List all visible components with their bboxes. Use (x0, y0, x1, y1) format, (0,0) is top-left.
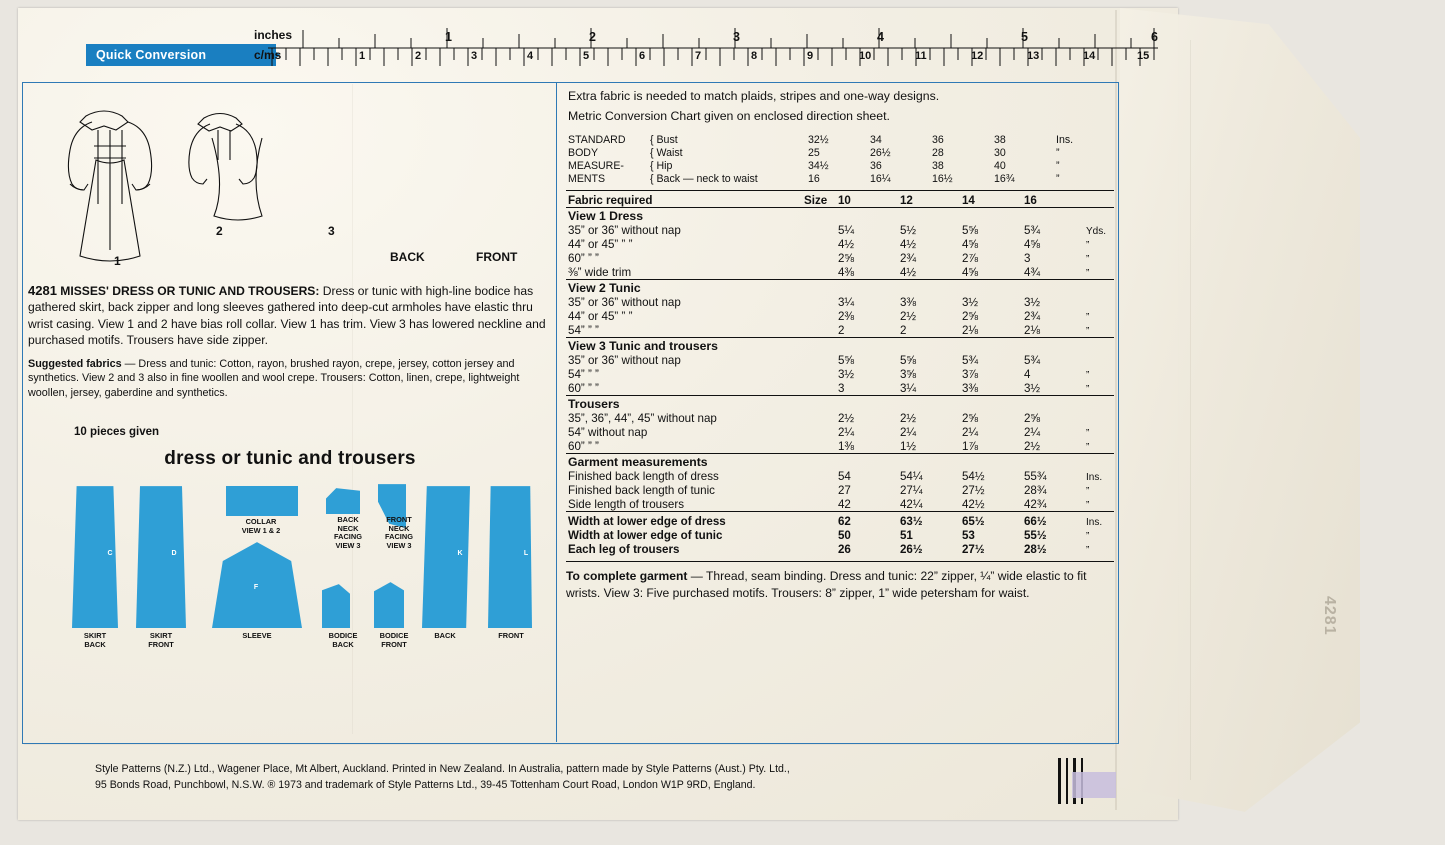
cell-unit: ” (1085, 239, 1090, 251)
metric-chart-note: Metric Conversion Chart given on enclosed direction sheet. (568, 108, 890, 123)
cell: 2½ (837, 411, 855, 425)
row-label: 44” or 45” ” ” (568, 309, 633, 323)
table-row (566, 411, 1114, 425)
cell: 3⅝ (899, 367, 917, 381)
cell-unit (1084, 295, 1114, 309)
std-row-1-unit: ” (1056, 147, 1060, 160)
cell: 51 (899, 529, 913, 543)
cell: 3¼ (899, 381, 917, 395)
table-row (566, 454, 1114, 470)
ruler-cm-11: 11 (915, 50, 927, 62)
cell: 26½ (899, 543, 923, 557)
std-row-1-v0: 25 (808, 147, 820, 160)
footer-line-2: 95 Bonds Road, Punchbowl, N.S.W. ® 1973 and trademark of Style Patterns Ltd., 39-45 Tottenham Court Road, London W1P 9RD, England. (95, 778, 756, 791)
std-row-2-v2: 38 (932, 160, 944, 173)
table-row (566, 160, 1114, 173)
ruler-inch-3: 3 (733, 30, 740, 44)
cell: 3½ (1023, 295, 1041, 309)
cell: 1⅞ (961, 439, 979, 453)
piece-label-collar: COLLAR VIEW 1 & 2 (241, 517, 281, 535)
cell: 55½ (1023, 529, 1047, 543)
pattern-title: MISSES' DRESS OR TUNIC AND TROUSERS: (60, 284, 320, 298)
size-14: 14 (960, 190, 1022, 208)
table-row (566, 367, 1114, 381)
cell-unit: ” (1085, 499, 1090, 511)
cell: 26 (837, 543, 851, 557)
to-complete-body: — Thread, seam binding. Dress and tunic: 22” zipper, ¼” wide elastic to fit wrists. View 3: Five purchased motifs. Trousers: 8” zipper, 1” wide petersham for waist. (566, 568, 1087, 600)
table-row (566, 439, 1114, 454)
garment-line-drawings (26, 86, 554, 276)
piece-letter-d: D (171, 550, 177, 558)
row-label: Width at lower edge of tunic (568, 529, 723, 543)
cell-unit: Ins. (1084, 512, 1114, 529)
row-label: Width at lower edge of dress (566, 512, 802, 529)
left-column (26, 86, 554, 738)
row-label: ⅜” wide trim (568, 265, 632, 279)
cell-unit: ” (1085, 383, 1090, 395)
size-12: 12 (898, 190, 960, 208)
piece-label-skirt-back: SKIRT BACK (83, 631, 107, 649)
table-row (566, 173, 1114, 186)
table-row (566, 497, 1114, 512)
row-label: 60” ” ” (568, 251, 599, 265)
row-label: 54” ” ” (568, 323, 599, 337)
cell: 4½ (899, 237, 917, 251)
cell-unit: ” (1085, 531, 1090, 543)
ruler-inch-1: 1 (445, 30, 452, 44)
extra-fabric-note: Extra fabric is needed to match plaids, stripes and one-way designs. (568, 89, 940, 103)
figure-label-1: 1 (114, 254, 121, 268)
cell: 2 (899, 323, 907, 337)
cell: 5⅝ (837, 353, 855, 367)
cell: 3⅜ (899, 295, 917, 309)
suggested-fabrics (28, 357, 552, 400)
cell: 2¾ (899, 251, 917, 265)
cell: 5⅝ (899, 353, 917, 367)
std-row-3-v3: 16¾ (994, 173, 1015, 186)
cell: 4⅝ (961, 265, 979, 279)
table-row (566, 295, 1114, 309)
cell: 2½ (899, 309, 917, 323)
piece-letter-c: C (107, 550, 113, 558)
cell: 27¼ (899, 483, 923, 497)
cell: 63½ (898, 512, 960, 529)
ruler-cm-13: 13 (1027, 50, 1040, 62)
std-row-3-v2: 16½ (932, 173, 953, 186)
table-row (566, 469, 1114, 483)
row-label: 54” ” ” (568, 367, 599, 381)
cell: 55¾ (1023, 469, 1047, 483)
cell: 2¼ (899, 425, 917, 439)
suggested-fabrics-label: Suggested fabrics (28, 358, 122, 371)
figure-label-2: 2 (216, 224, 223, 238)
pattern-description-body: Dress or tunic with high-line bodice has gathered skirt, back zipper and long sleeves gathered into deep-cut armholes have elastic thru wrist casing. View 1 and 2 have bias roll collar. View 1 has trim. View 3 has lowered neckline and purchased motifs. Trousers have side zipper. (28, 284, 546, 347)
table-row (566, 237, 1114, 251)
cell-unit: ” (1085, 267, 1090, 279)
piece-label-back: BACK (434, 631, 456, 641)
std-heading-4: MENTS (568, 173, 606, 186)
section-title-view1: View 1 Dress (566, 208, 1114, 224)
footer (95, 762, 1095, 794)
fabric-required-heading: Fabric required (566, 190, 802, 208)
cell: 65½ (960, 512, 1022, 529)
table-row (566, 353, 1114, 367)
cell: 1½ (899, 439, 917, 453)
table-row (566, 381, 1114, 396)
fabric-required-table (566, 190, 1114, 557)
cell: 42 (837, 497, 851, 511)
cell: 4¾ (1023, 265, 1041, 279)
table-row (566, 147, 1114, 160)
cell: 28½ (1023, 543, 1047, 557)
figure-label-3: 3 (328, 224, 335, 238)
table-row (566, 208, 1114, 224)
cell: 2⅛ (1023, 323, 1041, 337)
size-16: 16 (1022, 190, 1084, 208)
std-row-label-0: { Bust (650, 134, 678, 147)
cell: 2 (837, 323, 845, 337)
row-label: 35” or 36” without nap (568, 295, 681, 309)
piece-letter-l: L (523, 550, 529, 558)
piece-label-front: FRONT (498, 631, 524, 641)
garment-measurements-heading: Garment measurements (566, 454, 1114, 470)
cell: 28¾ (1023, 483, 1047, 497)
cell-unit (1084, 353, 1114, 367)
cell: 66½ (1022, 512, 1084, 529)
cell: 5⅝ (961, 223, 979, 237)
row-label: Finished back length of tunic (568, 483, 715, 497)
cell: 3½ (1023, 381, 1041, 395)
footer-line-1: Style Patterns (N.Z.) Ltd., Wagener Place, Mt Albert, Auckland. Printed in New Zealand. In Australia, pattern made by Style Patterns (Aust.) Pty. Ltd., (95, 763, 790, 775)
cell: 54¼ (899, 469, 923, 483)
quick-conversion-tag: Quick Conversion (86, 44, 276, 66)
line-drawing-svg (26, 86, 554, 271)
quick-conversion-ruler (18, 14, 1158, 66)
row-label: 60” ” ” (568, 381, 599, 395)
std-row-1-v3: 30 (994, 147, 1006, 160)
ruler-cm-1: 1 (359, 50, 366, 62)
section-title-view2: View 2 Tunic (566, 280, 1114, 296)
table-row (566, 425, 1114, 439)
size-unit-spacer (1084, 190, 1114, 208)
pattern-number: 4281 (28, 283, 57, 298)
std-heading-1: STANDARD (568, 134, 626, 147)
table-row (566, 309, 1114, 323)
cell: 3¼ (837, 295, 855, 309)
cell: 2½ (899, 411, 917, 425)
piece-label-sleeve: SLEEVE (242, 631, 272, 641)
cell: 4⅝ (961, 237, 979, 251)
row-label: Each leg of trousers (568, 543, 680, 557)
std-row-0-unit: Ins. (1056, 134, 1074, 147)
ruler-cm-3: 3 (471, 50, 478, 62)
std-row-label-2: { Hip (650, 160, 673, 173)
pattern-pieces-diagram (26, 480, 554, 680)
pattern-description (28, 282, 552, 348)
piece-label-bodice-back: BODICE BACK (328, 631, 358, 649)
table-row (566, 251, 1114, 265)
cell: 27½ (961, 543, 985, 557)
cell: 2⅝ (961, 309, 979, 323)
row-label: Finished back length of dress (568, 469, 719, 483)
piece-letter-f: F (253, 584, 259, 592)
std-row-3-v0: 16 (808, 173, 820, 186)
piece-label-back-neck-facing: BACK NECK FACING VIEW 3 (334, 515, 362, 550)
cell: 42¼ (899, 497, 923, 511)
ruler-inches-label: inches (254, 28, 293, 42)
section-title-view3: View 3 Tunic and trousers (566, 338, 1114, 354)
cell-unit: ” (1085, 311, 1090, 323)
std-heading-3: MEASURE- (568, 160, 624, 173)
ruler-inch-6: 6 (1151, 30, 1158, 44)
column-divider (556, 82, 557, 742)
piece-bodice-back (322, 584, 350, 628)
row-label: 35”, 36”, 44”, 45” without nap (568, 411, 717, 425)
row-label: Side length of trousers (568, 497, 685, 511)
table-row (566, 396, 1114, 412)
ruler-inch-4: 4 (877, 30, 884, 44)
std-row-2-v0: 34½ (808, 160, 829, 173)
cell: 54½ (961, 469, 985, 483)
right-column (566, 88, 1114, 738)
figure-label-back: BACK (390, 250, 425, 264)
cell: 3 (1023, 251, 1031, 265)
section-title-trousers: Trousers (566, 396, 1114, 412)
cell: 4½ (899, 265, 917, 279)
row-label: 35” or 36” without nap (568, 223, 681, 237)
cell: 2½ (1023, 439, 1041, 453)
std-row-1-v1: 26½ (870, 147, 891, 160)
cell-unit: ” (1085, 369, 1090, 381)
cell: 2¾ (1023, 309, 1041, 323)
ruler-cm-2: 2 (415, 50, 422, 62)
table-row (566, 483, 1114, 497)
cell-unit: Ins. (1085, 471, 1103, 483)
to-complete-label: To complete garment (566, 568, 688, 583)
ruler-cm-15: 15 (1137, 50, 1150, 62)
cell: 4½ (837, 237, 855, 251)
size-label: Size (802, 190, 836, 208)
ruler-cm-5: 5 (583, 50, 590, 62)
cell: 3⅞ (961, 367, 979, 381)
piece-label-front-neck-facing: FRONT NECK FACING VIEW 3 (385, 515, 413, 550)
table-row (566, 323, 1114, 338)
std-row-2-unit: ” (1056, 160, 1060, 173)
ruler-inch-2: 2 (589, 30, 596, 44)
ruler-cm-9: 9 (807, 50, 814, 62)
cell: 5¾ (1023, 223, 1041, 237)
pieces-count: 10 pieces given (74, 426, 160, 439)
to-complete-garment (566, 568, 1114, 602)
ruler-cms-label: c/ms (254, 48, 282, 62)
envelope-flap (1120, 8, 1360, 820)
table-row (566, 280, 1114, 296)
cell: 27 (837, 483, 851, 497)
piece-collar (226, 486, 298, 516)
cell: 54 (837, 469, 851, 483)
cell: 4⅝ (1023, 237, 1041, 251)
cell-unit: ” (1085, 441, 1090, 453)
cell: 2⅛ (961, 323, 979, 337)
std-row-0-v1: 34 (870, 134, 882, 147)
cell: 3⅜ (961, 381, 979, 395)
cell-unit (1084, 411, 1114, 425)
std-row-2-v1: 36 (870, 160, 882, 173)
cell: 27½ (961, 483, 985, 497)
std-row-label-3: { Back — neck to waist (650, 173, 758, 186)
cell: 5¾ (961, 353, 979, 367)
cell-unit: ” (1085, 253, 1090, 265)
piece-label-bodice-front: BODICE FRONT (379, 631, 409, 649)
row-label: 54” without nap (568, 425, 648, 439)
table-row (566, 338, 1114, 354)
cell-unit: ” (1085, 545, 1090, 557)
cell-unit: ” (1085, 325, 1090, 337)
cell: 2⅝ (1023, 411, 1041, 425)
ruler-cm-12: 12 (971, 50, 984, 62)
side-pattern-code: 4281 (1321, 596, 1338, 636)
table-row (566, 190, 1114, 208)
cell: 4⅜ (837, 265, 855, 279)
cell-unit: ” (1085, 485, 1090, 497)
size-10: 10 (836, 190, 898, 208)
cell: 2⅝ (961, 411, 979, 425)
table-row (566, 543, 1114, 557)
ruler-cm-10: 10 (859, 50, 872, 62)
table-row (566, 134, 1114, 147)
figure-label-front: FRONT (476, 250, 518, 264)
cell: 2⅜ (837, 309, 855, 323)
piece-label-skirt-front: SKIRT FRONT (148, 631, 174, 649)
price-stamp (1072, 772, 1116, 798)
std-row-0-v0: 32½ (808, 134, 829, 147)
table-row (566, 529, 1114, 543)
pieces-title: dress or tunic and trousers (164, 448, 416, 470)
cell: 4 (1023, 367, 1031, 381)
standard-body-measurements-table (566, 134, 1114, 186)
cell-unit: ” (1085, 427, 1090, 439)
row-label: 44” or 45” ” ” (568, 237, 633, 251)
ruler-inch-5: 5 (1021, 30, 1028, 44)
cell: 53 (961, 529, 975, 543)
cell: 2¼ (1023, 425, 1041, 439)
cell: 5¼ (837, 223, 855, 237)
cell: 3½ (837, 367, 855, 381)
ruler-cm-14: 14 (1083, 50, 1096, 62)
std-row-label-1: { Waist (650, 147, 683, 160)
std-row-1-v2: 28 (932, 147, 944, 160)
cell: 1⅜ (837, 439, 855, 453)
ruler-cm-4: 4 (527, 50, 534, 62)
table-row (566, 265, 1114, 280)
piece-letter-k: K (457, 550, 463, 558)
std-heading-2: BODY (568, 147, 599, 160)
cell: 2¼ (837, 425, 855, 439)
cell: 50 (837, 529, 851, 543)
ruler-cm-6: 6 (639, 50, 646, 62)
table-row (566, 512, 1114, 529)
cell: 2¼ (961, 425, 979, 439)
std-row-2-v3: 40 (994, 160, 1006, 173)
suggested-fabrics-body: — Dress and tunic: Cotton, rayon, brushed rayon, crepe, jersey, cotton jersey and synthetics. View 2 and 3 also in fine woollen and wool crepe. Trousers: Cotton, linen, crepe, lightweight woollen, jersey, gaberdine and synthetics. (28, 358, 520, 399)
row-label: 60” ” ” (568, 439, 599, 453)
table-row (566, 223, 1114, 237)
ruler-cm-8: 8 (751, 50, 758, 62)
std-row-3-v1: 16¼ (870, 173, 891, 186)
std-row-0-v3: 38 (994, 134, 1006, 147)
piece-bodice-front (374, 582, 404, 628)
std-row-3-unit: ” (1056, 173, 1060, 186)
std-row-0-v2: 36 (932, 134, 944, 147)
cell: 2⅞ (961, 251, 979, 265)
cell: 3½ (961, 295, 979, 309)
row-label: 35” or 36” without nap (568, 353, 681, 367)
cell: 5¾ (1023, 353, 1041, 367)
cell: 3 (837, 381, 845, 395)
cell: 5½ (899, 223, 917, 237)
ruler-cm-7: 7 (695, 50, 702, 62)
cell: 62 (836, 512, 898, 529)
cell: 42¾ (1023, 497, 1047, 511)
piece-back-neck-facing (326, 488, 360, 514)
cell: 42½ (961, 497, 985, 511)
cell-unit: Yds. (1085, 225, 1106, 237)
cell: 2⅝ (837, 251, 855, 265)
